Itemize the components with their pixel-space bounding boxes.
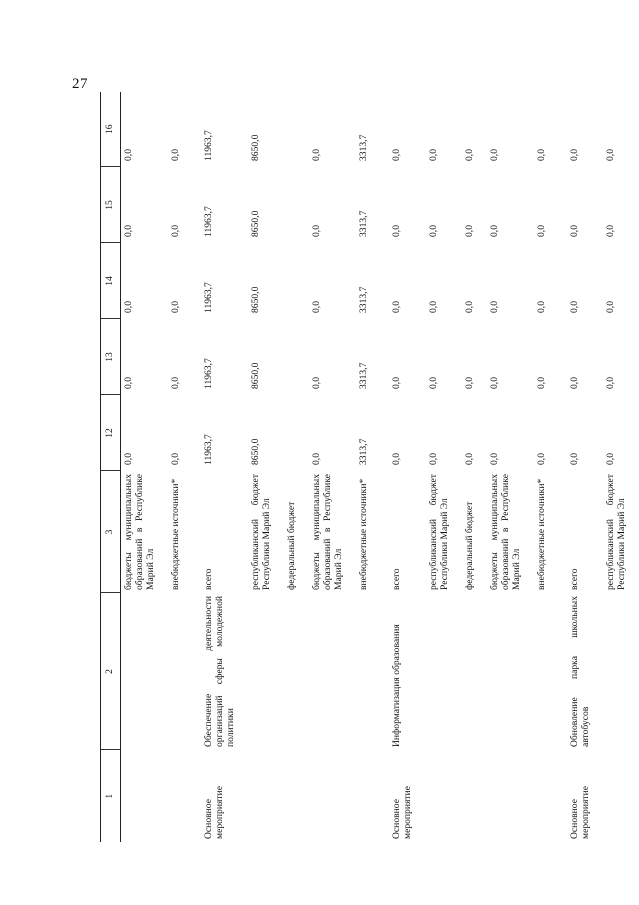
value-cell: 0,0 xyxy=(311,377,323,389)
column-header: 12 xyxy=(101,395,121,471)
table-row xyxy=(462,92,487,842)
value-cell: 8650,0 xyxy=(250,438,262,465)
value-cell: 0,0 xyxy=(427,301,439,313)
value-cell: 11963,7 xyxy=(203,434,215,465)
value-cell: 0,0 xyxy=(170,301,182,313)
value-cell: 0,0 xyxy=(463,149,475,161)
column-header: 3 xyxy=(101,471,121,593)
value-cell: 3313,7 xyxy=(358,362,370,389)
value-cell: 0,0 xyxy=(311,301,323,313)
value-cell: 0,0 xyxy=(488,149,500,161)
value-cell: 0,0 xyxy=(311,149,323,161)
value-cell: 0,0 xyxy=(604,377,616,389)
budget-table xyxy=(100,92,639,842)
value-cell xyxy=(284,243,309,319)
funding-source-cell: внебюджетные источники* xyxy=(170,478,182,590)
value-cell xyxy=(284,395,309,471)
value-cell: 0,0 xyxy=(170,225,182,237)
value-cell: 3313,7 xyxy=(358,210,370,237)
funding-source-cell: всего xyxy=(391,568,403,590)
event-name-cell xyxy=(309,593,356,750)
value-cell: 0,0 xyxy=(568,377,580,389)
funding-source-cell: федеральный бюджет xyxy=(463,501,475,590)
value-cell: 8650,0 xyxy=(250,286,262,313)
value-cell: 0,0 xyxy=(568,225,580,237)
value-cell: 0,0 xyxy=(123,301,134,313)
event-name-cell xyxy=(121,593,169,750)
funding-source-cell: бюджеты муниципальных образований в Республике Марий Эл xyxy=(123,474,157,590)
event-type-cell xyxy=(121,750,169,842)
value-cell: 0,0 xyxy=(535,149,547,161)
value-cell: 0,0 xyxy=(604,225,616,237)
page-number: 27 xyxy=(72,76,88,92)
value-cell: 0,0 xyxy=(427,377,439,389)
table-row xyxy=(193,92,248,842)
header-row xyxy=(101,92,121,842)
funding-source-cell: всего xyxy=(203,568,215,590)
funding-source-cell: федеральный бюджет xyxy=(286,501,298,590)
event-type-cell xyxy=(356,750,381,842)
value-cell: 11963,7 xyxy=(203,358,215,389)
event-name-cell xyxy=(603,593,639,750)
value-cell: 0,0 xyxy=(391,453,403,465)
value-cell: 0,0 xyxy=(463,377,475,389)
table-row xyxy=(603,92,639,842)
event-name-cell xyxy=(284,593,309,750)
event-type-cell xyxy=(248,750,284,842)
event-type-cell xyxy=(487,750,534,842)
event-name-cell: Обновление парка школьных автобусов xyxy=(568,596,591,747)
value-cell: 0,0 xyxy=(391,149,403,161)
column-header: 14 xyxy=(101,243,121,319)
value-cell xyxy=(284,92,309,167)
table-row xyxy=(487,92,534,842)
value-cell: 0,0 xyxy=(123,377,134,389)
table-row xyxy=(426,92,462,842)
event-type-cell: Основное мероприятие xyxy=(203,786,226,839)
table-row xyxy=(284,92,309,842)
value-cell xyxy=(284,167,309,243)
funding-source-cell: бюджеты муниципальных образований в Республике Марий Эл xyxy=(488,474,522,590)
value-cell: 0,0 xyxy=(391,225,403,237)
event-name-cell: Обеспечение деятельности организаций сферы молодежной политики xyxy=(203,596,237,747)
value-cell: 0,0 xyxy=(568,453,580,465)
value-cell: 0,0 xyxy=(123,453,134,465)
value-cell: 8650,0 xyxy=(250,210,262,237)
table-body xyxy=(121,92,639,842)
value-cell: 11963,7 xyxy=(203,282,215,313)
value-cell: 11963,7 xyxy=(203,130,215,161)
value-cell: 0,0 xyxy=(123,149,134,161)
value-cell: 0,0 xyxy=(488,377,500,389)
value-cell: 0,0 xyxy=(568,149,580,161)
funding-source-cell: внебюджетные источники* xyxy=(535,478,547,590)
event-type-cell: Основное мероприятие xyxy=(568,786,591,839)
value-cell: 0,0 xyxy=(311,225,323,237)
value-cell: 0,0 xyxy=(604,301,616,313)
value-cell: 8650,0 xyxy=(250,134,262,161)
funding-source-cell: республиканский бюджет Республики Марий Эл xyxy=(604,474,627,590)
event-name-cell xyxy=(534,593,559,750)
table-row xyxy=(309,92,356,842)
table-row xyxy=(534,92,559,842)
funding-source-cell: бюджеты муниципальных образований в Республике Марий Эл xyxy=(311,474,345,590)
value-cell: 3313,7 xyxy=(358,286,370,313)
event-name-cell xyxy=(462,593,487,750)
event-name-cell xyxy=(168,593,193,750)
table-row xyxy=(356,92,381,842)
event-name-cell xyxy=(356,593,381,750)
value-cell: 0,0 xyxy=(535,225,547,237)
table-row xyxy=(381,92,425,842)
value-cell: 11963,7 xyxy=(203,206,215,237)
value-cell: 0,0 xyxy=(391,377,403,389)
value-cell: 0,0 xyxy=(604,149,616,161)
value-cell xyxy=(284,319,309,395)
value-cell: 0,0 xyxy=(568,301,580,313)
value-cell: 0,0 xyxy=(535,453,547,465)
funding-source-cell: всего xyxy=(568,568,580,590)
value-cell: 0,0 xyxy=(427,149,439,161)
event-name-cell xyxy=(487,593,534,750)
value-cell: 0,0 xyxy=(311,453,323,465)
value-cell: 0,0 xyxy=(427,453,439,465)
value-cell: 0,0 xyxy=(463,301,475,313)
event-type-cell xyxy=(534,750,559,842)
value-cell: 0,0 xyxy=(535,301,547,313)
table-row xyxy=(559,92,603,842)
column-header: 16 xyxy=(101,92,121,167)
column-header: 1 xyxy=(101,750,121,842)
event-name-cell xyxy=(426,593,462,750)
event-type-cell xyxy=(309,750,356,842)
table-row xyxy=(248,92,284,842)
event-type-cell xyxy=(168,750,193,842)
value-cell: 0,0 xyxy=(170,149,182,161)
column-header: 15 xyxy=(101,167,121,243)
table-row xyxy=(121,92,169,842)
table-row xyxy=(168,92,193,842)
event-type-cell: Основное мероприятие xyxy=(391,786,414,839)
value-cell: 0,0 xyxy=(488,301,500,313)
event-type-cell xyxy=(284,750,309,842)
rotated-table-container xyxy=(100,92,627,842)
event-type-cell xyxy=(426,750,462,842)
value-cell: 0,0 xyxy=(427,225,439,237)
value-cell: 0,0 xyxy=(535,377,547,389)
value-cell: 8650,0 xyxy=(250,362,262,389)
funding-source-cell: республиканский бюджет Республики Марий Эл xyxy=(427,474,450,590)
value-cell: 0,0 xyxy=(488,225,500,237)
value-cell: 0,0 xyxy=(123,225,134,237)
value-cell: 0,0 xyxy=(170,377,182,389)
value-cell: 0,0 xyxy=(604,453,616,465)
funding-source-cell: республиканский бюджет Республики Марий Эл xyxy=(250,474,273,590)
funding-source-cell: внебюджетные источники* xyxy=(358,478,370,590)
column-header: 2 xyxy=(101,593,121,750)
value-cell: 0,0 xyxy=(170,453,182,465)
value-cell: 3313,7 xyxy=(358,438,370,465)
event-name-cell xyxy=(248,593,284,750)
value-cell: 3313,7 xyxy=(358,134,370,161)
event-name-cell: Информатизация образования xyxy=(391,624,403,747)
value-cell: 0,0 xyxy=(488,453,500,465)
value-cell: 0,0 xyxy=(463,225,475,237)
event-type-cell xyxy=(462,750,487,842)
value-cell: 0,0 xyxy=(391,301,403,313)
value-cell: 0,0 xyxy=(463,453,475,465)
event-type-cell xyxy=(603,750,639,842)
column-header: 13 xyxy=(101,319,121,395)
